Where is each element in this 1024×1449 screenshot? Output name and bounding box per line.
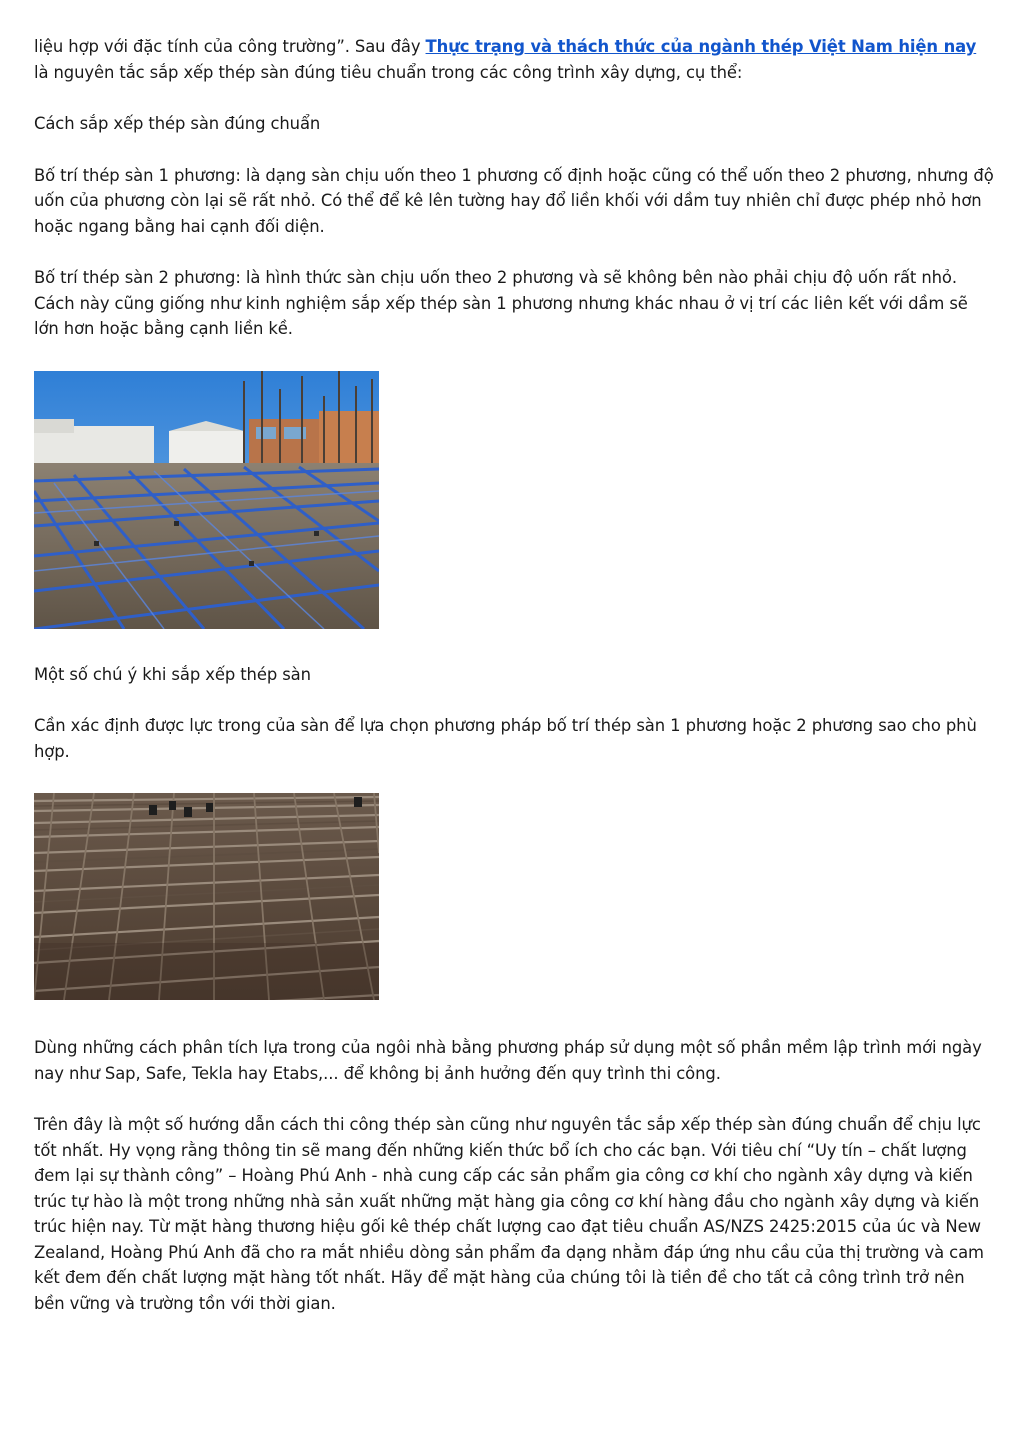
article-link[interactable]: Thực trạng và thách thức của ngành thép Việt Nam hiện nay (425, 37, 977, 56)
intro-text-after-link: là nguyên tắc sắp xếp thép sàn đúng tiêu chuẩn trong các công trình xây dựng, cụ thể: (34, 62, 743, 82)
intro-paragraph (34, 34, 994, 85)
document-page (34, 34, 994, 1316)
heading-notes: Một số chú ý khi sắp xếp thép sàn (34, 664, 311, 684)
heading-arrangement: Cách sắp xếp thép sàn đúng chuẩn (34, 114, 321, 133)
paragraph-note-force: Cần xác định được lực trong của sàn để lựa chọn phương pháp bố trí thép sàn 1 phương hoặc 2 phương sao cho phù hợp. (34, 716, 977, 761)
rebar-site-photo (34, 371, 379, 629)
paragraph-conclusion: Trên đây là một số hướng dẫn cách thi công thép sàn cũng như nguyên tắc sắp xếp thép sàn đúng chuẩn để chịu lực tốt nhất. Hy vọng rằng thông tin sẽ mang đến những kiến thức bổ ích cho các bạn. Với tiêu chí “Uy tín – chất lượng đem lại sự thành công” – Hoàng Phú Anh - nhà cung cấp các sản phẩm gia công cơ khí cho ngành xây dựng và kiến trúc tự hào là một trong những nhà sản xuất những mặt hàng gia công cơ khí hàng đầu cho ngành xây dựng và kiến trúc hiện nay. Từ mặt hàng thương hiệu gối kê thép chất lượng cao đạt tiêu chuẩn AS/NZS 2425:2015 của úc và New Zealand, Hoàng Phú Anh đã cho ra mắt nhiều dòng sản phẩm đa dạng nhằm đáp ứng nhu cầu của thị trường và cam kết đem đến chất lượng mặt hàng tốt nhất. Hãy để mặt hàng của chúng tôi là tiền đề cho tất cả công trình trở nên bền vững và trường tồn với thời gian. (34, 1115, 984, 1313)
paragraph-note-software: Dùng những cách phân tích lựa trong của ngôi nhà bằng phương pháp sử dụng một số phần mềm lập trình mới ngày nay như Sap, Safe, Tekla hay Etabs,... để không bị ảnh hưởng đến quy trình thi công. (34, 1038, 982, 1083)
paragraph-one-way: Bố trí thép sàn 1 phương: là dạng sàn chịu uốn theo 1 phương cố định hoặc cũng có thể uốn theo 2 phương, nhưng độ uốn của phương còn lại sẽ rất nhỏ. Có thể để kê lên tường hay đổ liền khối với dầm tuy nhiên chỉ được phép nhỏ hơn hoặc ngang bằng hai cạnh đối diện. (34, 165, 994, 236)
rebar-mesh-photo (34, 793, 379, 1000)
paragraph-two-way: Bố trí thép sàn 2 phương: là hình thức sàn chịu uốn theo 2 phương và sẽ không bên nào phải chịu độ uốn rất nhỏ. Cách này cũng giống như kinh nghiệm sắp xếp thép sàn 1 phương nhưng khác nhau ở vị trí các liên kết với dầm sẽ lớn hơn hoặc bằng cạnh liền kề. (34, 268, 968, 338)
intro-text-before-link: liệu hợp với đặc tính của công trường”. Sau đây (34, 37, 426, 56)
